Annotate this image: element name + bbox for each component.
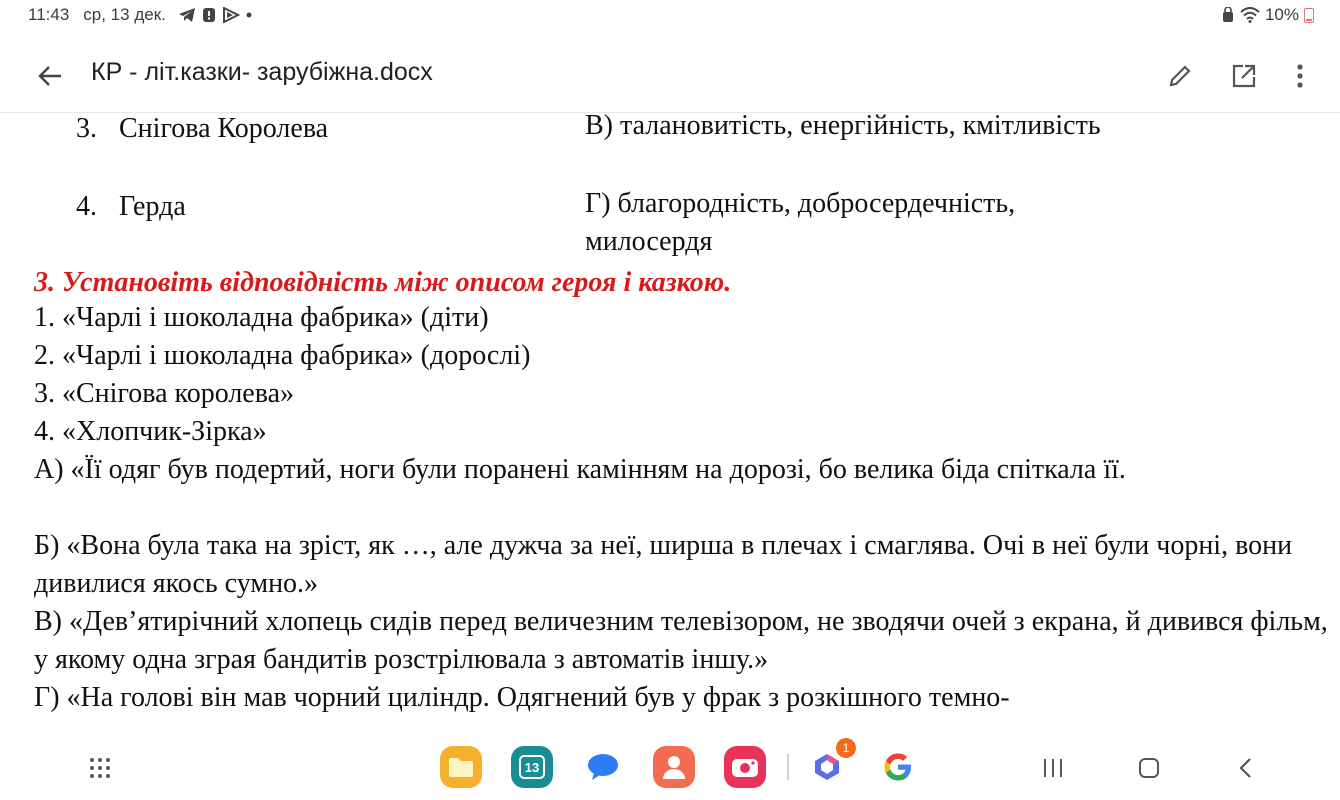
edit-button[interactable]: [1160, 56, 1200, 96]
open-external-icon: [1231, 63, 1257, 89]
more-options-button[interactable]: [1280, 56, 1320, 96]
answer-item: Б) «Вона була така на зріст, як …, але дужча за неї, ширша в плечах і смаглява. Очі в неї були чорні, вони дивилися якось сумно.»: [34, 530, 1293, 599]
answer-item: В) «Дев’ятирічний хлопець сидів перед величезним телевізором, не зводячи очей з екрана, й дивився фільм, у якому одна зграя бандитів розстрілювала з автоматів іншу.»: [34, 606, 1328, 675]
app-drawer-button[interactable]: [84, 752, 116, 784]
telegram-icon: [178, 7, 196, 23]
row-number: 4.: [76, 191, 97, 222]
status-right: [1221, 5, 1314, 25]
contacts-app-icon[interactable]: [653, 746, 695, 788]
files-app-icon[interactable]: [440, 746, 482, 788]
trait-text: Г) благородність, добросердечність, милосердя: [585, 188, 1016, 257]
list-item: 3. «Снігова королева»: [34, 378, 294, 409]
notification-badge: 1: [836, 738, 856, 758]
status-bar: [0, 0, 1340, 32]
edit-icon: [1167, 63, 1193, 89]
status-left: [28, 5, 252, 25]
battery-icon: [1304, 8, 1314, 23]
document-title: КР - літ.казки- зарубіжна.docx: [91, 58, 433, 86]
list-item: 1. «Чарлі і шоколадна фабрика» (діти): [34, 302, 489, 333]
list-item: 2. «Чарлі і шоколадна фабрика» (дорослі): [34, 340, 531, 371]
calendar-date-label: 13: [519, 755, 545, 779]
play-icon: [222, 7, 240, 23]
character-name: Снігова Королева: [119, 113, 329, 144]
system-back-button[interactable]: [1229, 752, 1261, 784]
list-item: 4. «Хлопчик-Зірка»: [34, 416, 267, 447]
document-view[interactable]: [0, 113, 1340, 735]
answer-item: Г) «На голові він мав чорний циліндр. Одягнений був у фрак з розкішного темно-: [34, 682, 1010, 713]
more-vert-icon: [1296, 64, 1304, 88]
recent-apps-icon: [1042, 758, 1064, 778]
app-bar: [0, 40, 1340, 113]
calendar-app-icon[interactable]: [511, 746, 553, 788]
recent-apps-button[interactable]: [1037, 752, 1069, 784]
home-icon: [1138, 757, 1160, 779]
home-button[interactable]: [1133, 752, 1165, 784]
back-arrow-icon: [37, 63, 63, 89]
dock-divider: [787, 754, 789, 780]
status-notification-icons: [178, 7, 252, 23]
row-number: 3.: [76, 113, 97, 144]
alarm-icon: [1221, 7, 1235, 23]
battery-level: 10%: [1264, 5, 1299, 24]
screen-recorder-app-icon[interactable]: [724, 746, 766, 788]
navigation-bar: [0, 736, 1340, 800]
wifi-icon: [1240, 7, 1260, 23]
google-app-icon[interactable]: [877, 746, 919, 788]
task-heading: 3. Установіть відповідність між описом героя і казкою.: [34, 267, 732, 298]
answer-item: А) «Її одяг був подертий, ноги були поранені камінням на дорозі, бо велика біда спіткала її.: [34, 454, 1126, 485]
back-chevron-icon: [1237, 757, 1253, 779]
character-name: Герда: [119, 191, 186, 222]
apps-grid-icon: [88, 756, 112, 780]
status-date: ср, 13 дек.: [83, 5, 166, 24]
status-time: 11:43: [28, 5, 70, 24]
trait-text: В) талановитість, енергійність, кмітливість: [585, 113, 1101, 141]
alert-icon: [202, 7, 216, 23]
dot-icon: [246, 12, 252, 18]
back-button[interactable]: [32, 58, 68, 94]
messages-app-icon[interactable]: [582, 746, 624, 788]
open-external-button[interactable]: [1224, 56, 1264, 96]
